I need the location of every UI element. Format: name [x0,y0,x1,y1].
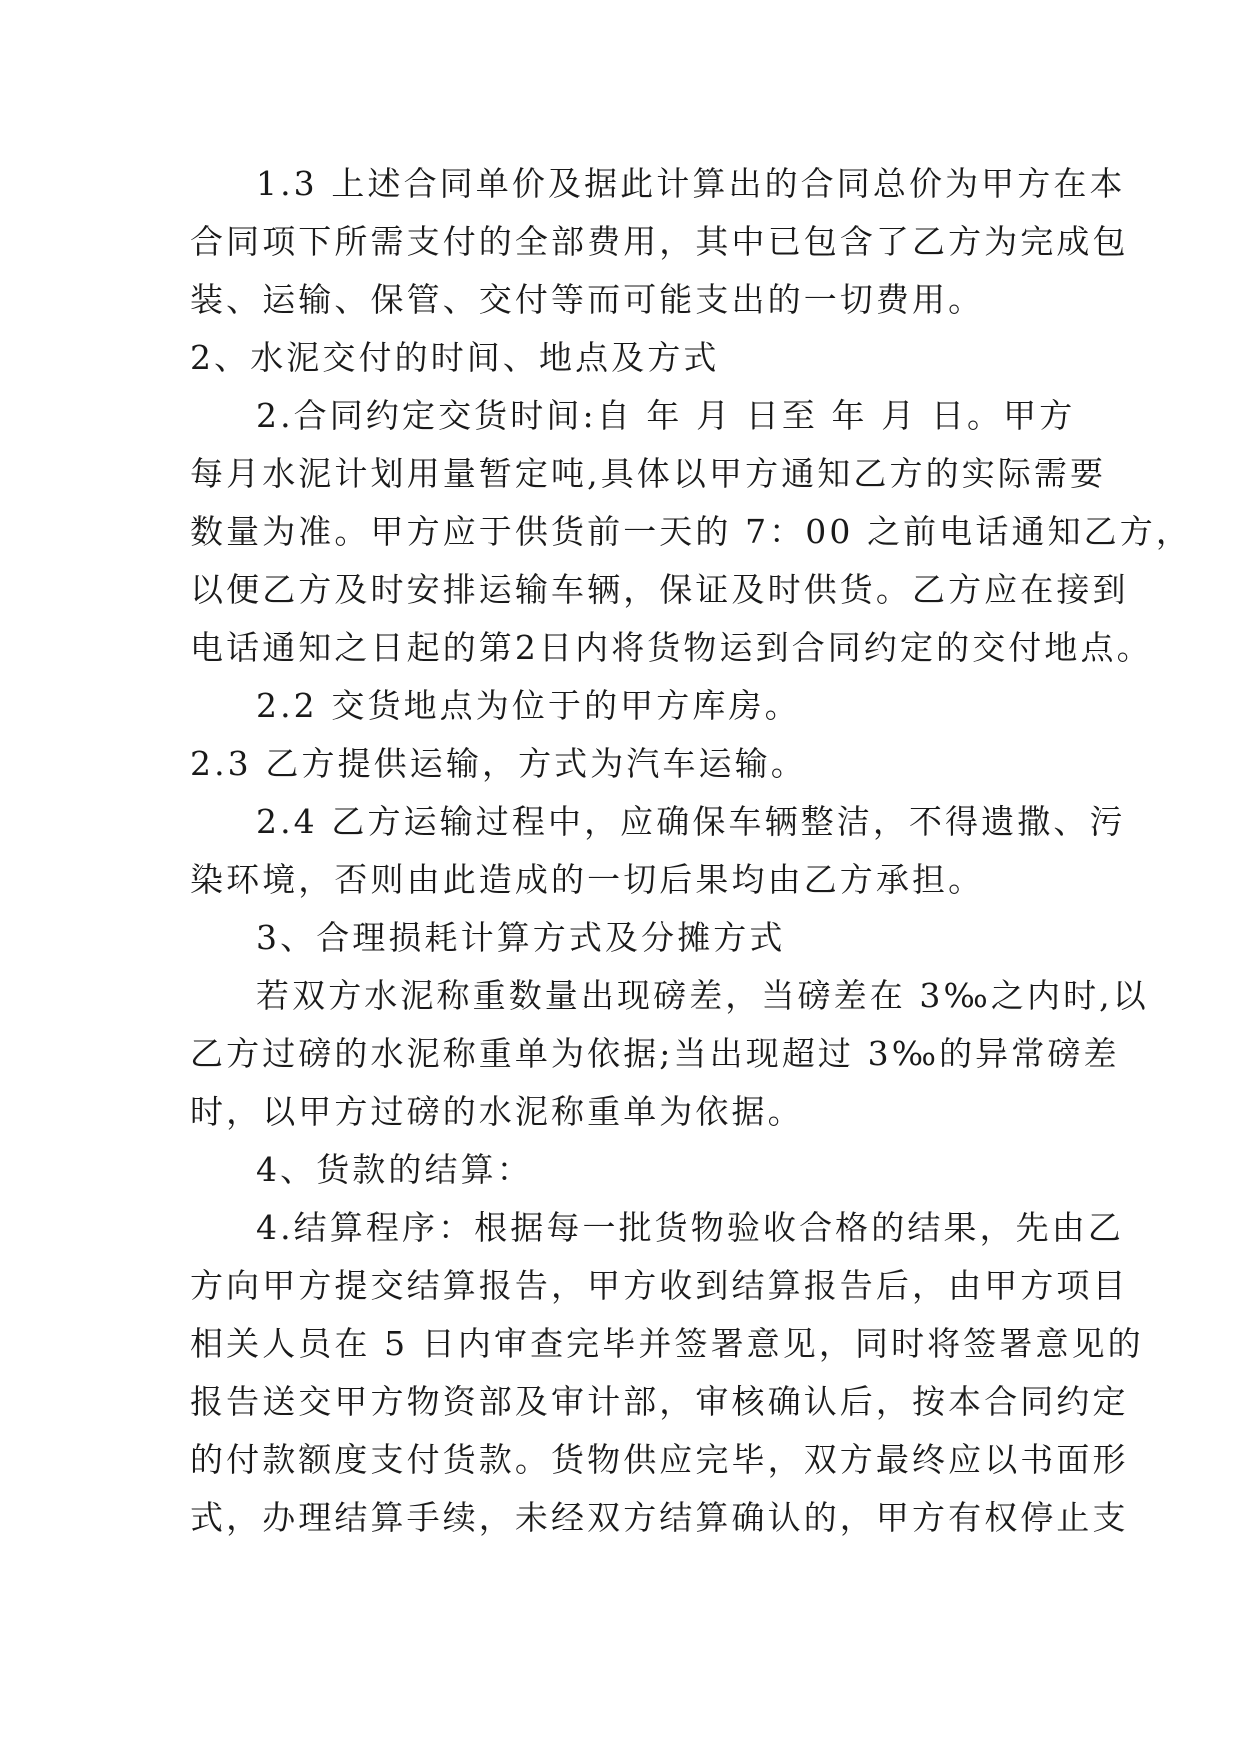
text-line-24: 式，办理结算手续，未经双方结算确认的，甲方有权停止支 [190,1498,1129,1537]
text-line-12: 2.4 乙方运输过程中，应确保车辆整洁，不得遗撒、污 [256,802,1126,841]
text-line-16: 乙方过磅的水泥称重单为依据;当出现超过 3‰的异常磅差 [190,1034,1120,1073]
text-line-3: 装、运输、保管、交付等而可能支出的一切费用。 [190,280,985,319]
text-line-20: 方向甲方提交结算报告，甲方收到结算报告后，由甲方项目 [190,1266,1129,1305]
text-line-7: 数量为准。甲方应于供货前一天的 7：00 之前电话通知乙方， [190,512,1192,551]
text-line-5: 2.合同约定交货时间:自 年 月 日至 年 月 日。甲方 [256,396,1076,435]
text-line-22: 报告送交甲方物资部及审计部，审核确认后，按本合同约定 [190,1382,1129,1421]
text-line-13: 染环境，否则由此造成的一切后果均由乙方承担。 [190,860,985,899]
text-line-23: 的付款额度支付货款。货物供应完毕，双方最终应以书面形 [190,1440,1129,1479]
text-line-15: 若双方水泥称重数量出现磅差，当磅差在 3‰之内时,以 [256,976,1149,1015]
text-line-6: 每月水泥计划用量暂定吨,具体以甲方通知乙方的实际需要 [190,454,1107,493]
text-line-19: 4.结算程序：根据每一批货物验收合格的结果，先由乙 [256,1208,1124,1247]
text-line-11: 2.3 乙方提供运输，方式为汽车运输。 [190,744,807,783]
text-line-8: 以便乙方及时安排运输车辆，保证及时供货。乙方应在接到 [190,570,1129,609]
text-line-21: 相关人员在 5 日内审查完毕并签署意见，同时将签署意见的 [190,1324,1144,1363]
section-heading-4: 4、货款的结算： [256,1150,533,1189]
text-line-17: 时，以甲方过磅的水泥称重单为依据。 [190,1092,804,1131]
text-line-9: 电话通知之日起的第2日内将货物运到合同约定的交付地点。 [190,628,1153,667]
text-line-2: 合同项下所需支付的全部费用，其中已包含了乙方为完成包 [190,222,1129,261]
section-heading-3: 3、合理损耗计算方式及分摊方式 [256,918,786,957]
text-line-1: 1.3 上述合同单价及据此计算出的合同总价为甲方在本 [256,164,1126,203]
text-line-10: 2.2 交货地点为位于的甲方库房。 [256,686,801,725]
section-heading-2: 2、水泥交付的时间、地点及方式 [190,338,720,377]
